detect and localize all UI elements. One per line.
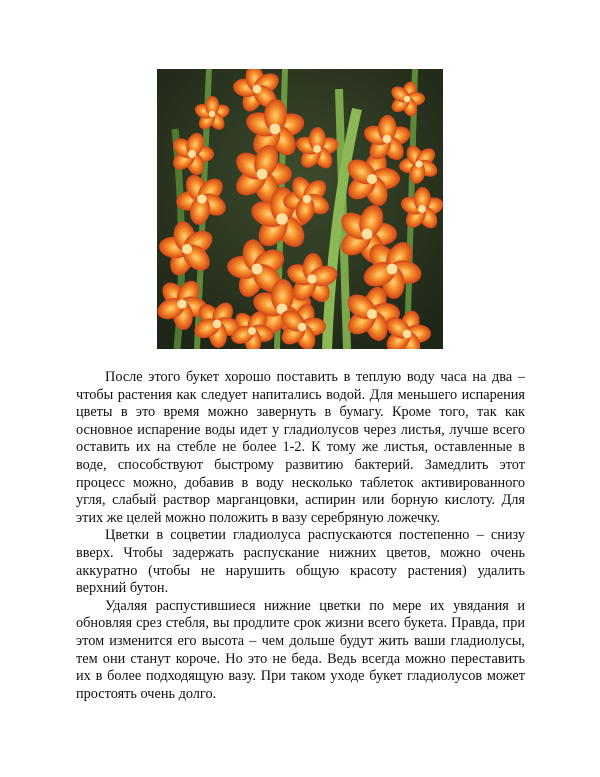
paragraph-2: Цветки в соцветии гладиолуса распускаются постепенно – снизу вверх. Чтобы задержать распускание нижних цветов, можно очень аккуратно (чтобы не нарушить общую красоту растения) удалить верхний бутон. (76, 527, 525, 597)
flower-center (276, 213, 288, 225)
flower-center (303, 195, 312, 204)
flower-center (182, 244, 192, 254)
flower-center (307, 274, 316, 283)
flower-center (367, 174, 377, 184)
flower-center (383, 135, 392, 144)
flower-center (313, 145, 321, 153)
flower-center (404, 96, 410, 102)
flower-center (252, 264, 263, 275)
flower-center (248, 327, 256, 335)
flower-center (362, 229, 373, 240)
flower-center (367, 309, 377, 319)
gladiolus-photo (157, 69, 443, 349)
flower-center (270, 124, 281, 135)
flower-center (209, 111, 215, 117)
paragraph-3: Удаляя распустившиеся нижние цветки по мере их увядания и обновляя срез стебля, вы продлите срок жизни всего букета. Правда, при этом изменится его высота – чем дольше будут жить ваши гладиолусы, тем они станут короче. Но это не беда. Ведь всегда можно переставить их в более подходящую вазу. При таком уходе букет гладиолусов может простоять очень долго. (76, 597, 525, 702)
flower-center (253, 85, 262, 94)
flower-center (298, 323, 307, 332)
flower-center (418, 205, 426, 213)
flower-center (403, 330, 412, 339)
flower-center (188, 150, 196, 158)
flower-center (387, 264, 398, 275)
flower-center (415, 160, 422, 167)
flower-center (213, 320, 222, 329)
flower-center (177, 299, 186, 308)
paragraph-1: После этого букет хорошо поставить в теплую воду часа на два – чтобы растения как следует напитались водой. Для меньшего испарения цветы в это время можно завернуть в бумагу. Кроме того, так как основное испарение воды идет у гладиолусов через листья, лучше всего оставить их на стебле не более 1-2. К тому же листья, оставленные в воде, способствуют быстрому развитию бактерий. Замедлить этот процесс можно, добавив в воду несколько таблеток активированного угля, слабый раствор марганцовки, аспирин или борную кислоту. Для этих же целей можно положить в вазу серебряную ложечку. (76, 369, 525, 526)
gladiolus-illustration (157, 69, 443, 349)
flower-center (257, 169, 268, 180)
flower-center (197, 194, 206, 203)
article-text (76, 369, 525, 703)
